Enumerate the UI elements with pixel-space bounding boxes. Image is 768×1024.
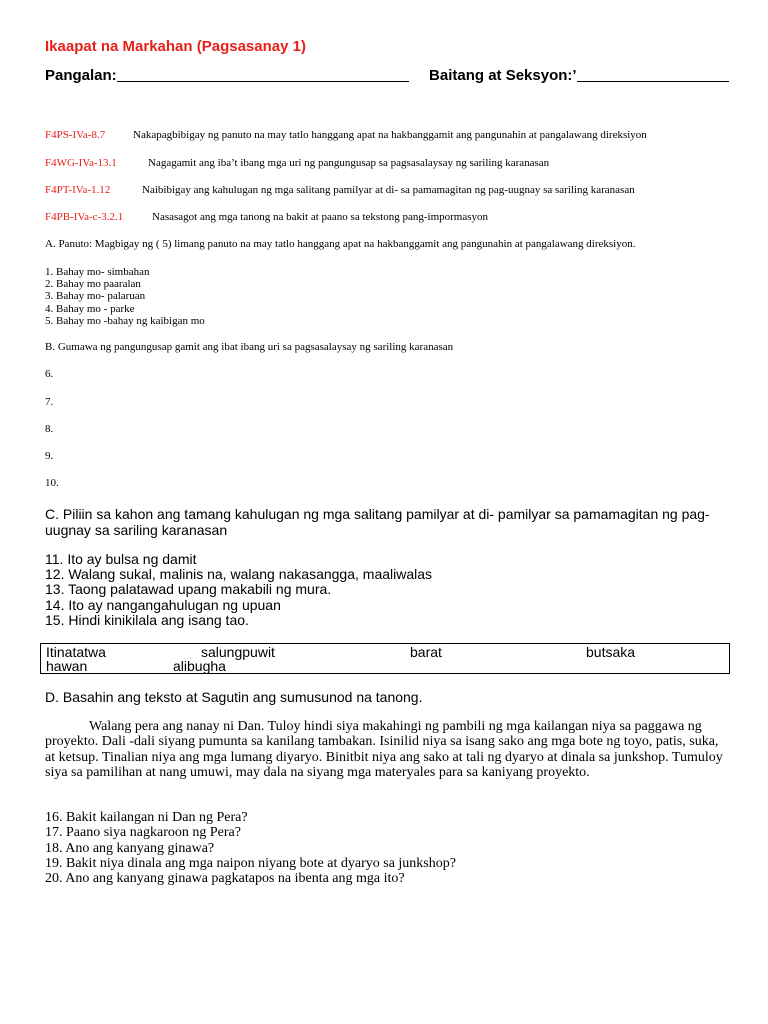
section-d-questions (45, 810, 456, 886)
competency-text: Nagagamit ang iba’t ibang mga uri ng pangungusap sa pagsasalaysay ng sariling karanasan (148, 157, 550, 169)
word-choice: barat (410, 644, 442, 660)
question-item: 17. Paano siya nagkaroon ng Pera? (45, 825, 241, 841)
competency-row (45, 211, 488, 223)
word-choice: salungpuwit (201, 644, 275, 660)
list-item: 4. Bahay mo - parke (45, 302, 135, 315)
list-item: 13. Taong palatawad upang makabili ng mura. (45, 581, 332, 598)
word-choice: hawan (46, 658, 88, 674)
competency-row (45, 129, 647, 141)
name-label: Pangalan: (45, 67, 117, 84)
reading-passage (45, 719, 725, 780)
section-b-instruction: B. Gumawa ng pangungusap gamit ang ibat ibang uri sa pagsasalaysay ng sariling karanasan (45, 341, 454, 353)
list-item: 5. Bahay mo -bahay ng kaibigan mo (45, 314, 205, 327)
list-item: 14. Ito ay nangangahulugan ng upuan (45, 596, 281, 613)
list-item: 12. Walang sukal, malinis na, walang nakasangga, maaliwalas (45, 566, 433, 583)
competency-text: Nakapagbibigay ng panuto na may tatlo hanggang apat na hakbanggamit ang pangunahin at pangalawang direksiyon (133, 129, 647, 141)
word-choice: butsaka (586, 644, 636, 660)
section-a-list (45, 266, 205, 327)
competency-code: F4WG-IVa-13.1 (45, 157, 117, 169)
competency-text: Nasasagot ang mga tanong na bakit at paano sa tekstong pang-impormasyon (152, 211, 489, 223)
list-item: 11. Ito ay bulsa ng damit (45, 551, 197, 567)
list-item: 3. Bahay mo- palaruan (45, 290, 146, 303)
answer-number: 6. (45, 368, 54, 380)
word-choice: alibugha (173, 658, 226, 674)
answer-number: 10. (45, 477, 59, 489)
section-d-instruction: D. Basahin ang teksto at Sagutin ang sumusunod na tanong. (45, 689, 423, 705)
competency-code: F4PB-IVa-c-3.2.1 (45, 211, 124, 223)
section-c-list (45, 552, 432, 628)
answer-number: 9. (45, 450, 54, 462)
competency-row (45, 157, 549, 169)
word-box (40, 643, 730, 674)
word-choice: Itinatatwa (46, 644, 106, 660)
answer-number: 8. (45, 423, 54, 435)
competency-text: Naibibigay ang kahulugan ng mga salitang pamilyar at di- sa pamamagitan ng pag-uugnay sa sariling karanasan (142, 184, 635, 196)
answer-number: 7. (45, 396, 54, 408)
name-field-line[interactable] (117, 67, 409, 82)
passage-text: Walang pera ang nanay ni Dan. Tuloy hindi siya makahingi ng pambili ng mga kailangan niya sa paggawa ng proyekto. Dali -dali siyang pumunta sa kanilang tambakan. Isinilid niya sa isang sako ang mga bote ng toyo, patis, suka, at ketsup. Tinalian niya ang mga lumang diyaryo. Binitbit niya ang sako at tali ng dyaryo at dinala sa junkshop. Tumuloy siya sa pamilihan at nang umuwi, may dala na siyang mga materyales para sa kaniyang proyekto. (45, 719, 723, 780)
list-item: 2. Bahay mo paaralan (45, 278, 141, 291)
question-item: 16. Bakit kailangan ni Dan ng Pera? (45, 810, 248, 825)
section-a-instruction: A. Panuto: Magbigay ng ( 5) limang panuto na may tatlo hanggang apat na hakbanggamit ang pangunahin at pangalawang direksiyon. (45, 238, 636, 250)
competency-code: F4PT-IVa-1.12 (45, 184, 111, 196)
name-grade-row (45, 67, 725, 84)
section-c-instruction: C. Piliin sa kahon ang tamang kahulugan ng mga salitang pamilyar at di- pamilyar sa pamamagitan ng pag-uugnay sa sariling karanasan (45, 506, 710, 538)
competency-code: F4PS-IVa-8.7 (45, 129, 106, 141)
list-item: 15. Hindi kinikilala ang isang tao. (45, 611, 249, 628)
list-item: 1. Bahay mo- simbahan (45, 266, 150, 278)
grade-section-label: Baitang at Seksyon:’ (429, 67, 577, 84)
competency-row (45, 184, 635, 196)
question-item: 19. Bakit niya dinala ang mga naipon niyang bote at dyaryo sa junkshop? (45, 855, 456, 871)
grade-section-field-line[interactable] (577, 67, 729, 82)
question-item: 18. Ano ang kanyang ginawa? (45, 840, 215, 856)
worksheet-title: Ikaapat na Markahan (Pagsasanay 1) (45, 38, 306, 55)
question-item: 20. Ano ang kanyang ginawa pagkatapos na ibenta ang mga ito? (45, 871, 405, 887)
